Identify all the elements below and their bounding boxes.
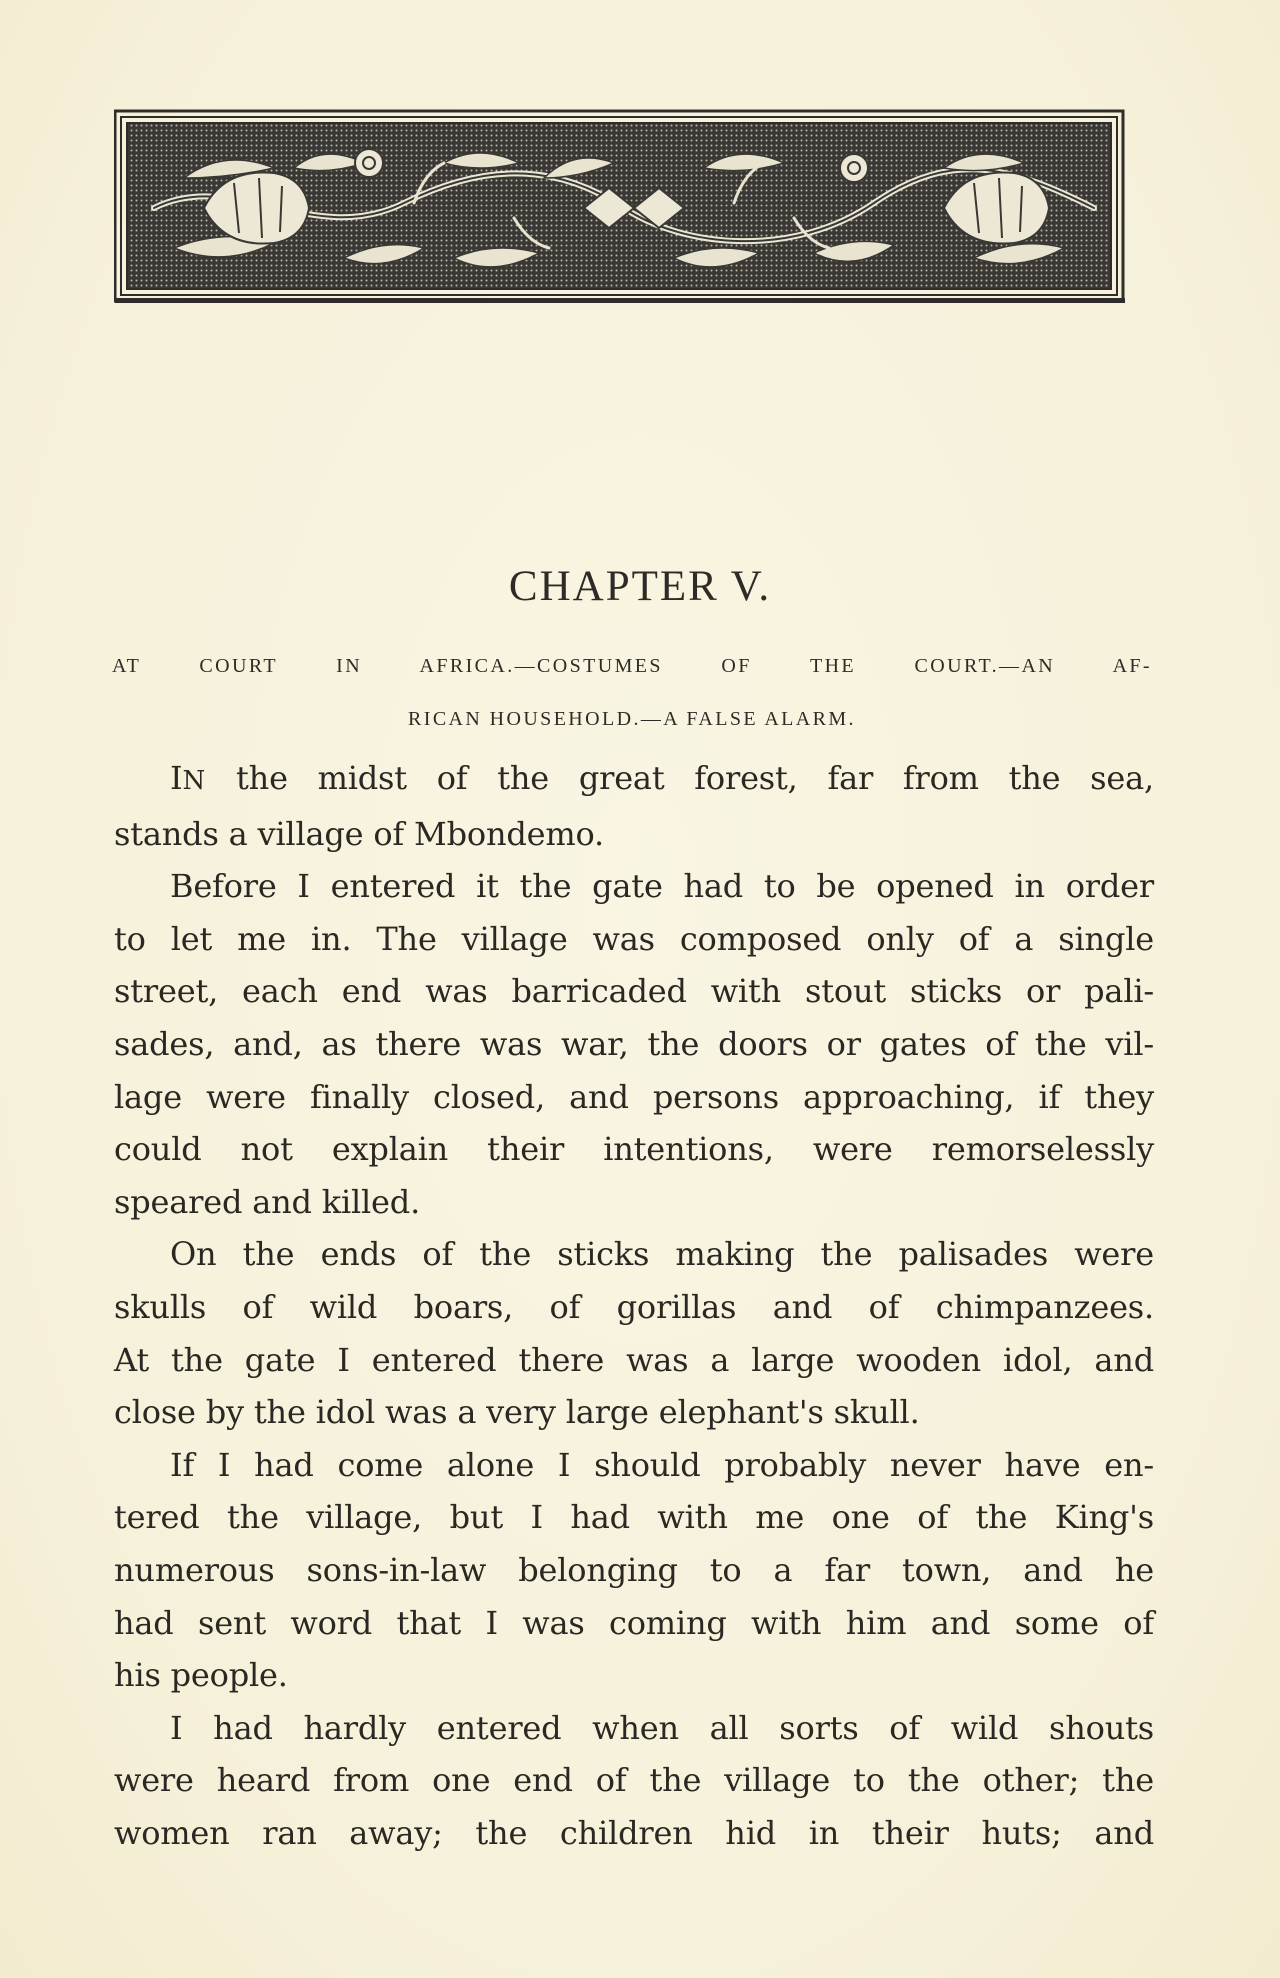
paragraph	[114, 1702, 1154, 1860]
ornamental-header-band	[114, 108, 1126, 304]
dropcap-rest: N	[182, 766, 207, 796]
text-line: could not explain their intentions, were remorselessly	[114, 1130, 1154, 1169]
text-line: stands a village of Mbondemo.	[114, 814, 604, 853]
text-line: street, each end was barricaded with stout sticks or pali-	[114, 972, 1154, 1011]
text-line: were heard from one end of the village to the other; the	[114, 1761, 1154, 1800]
text-line-rest: the midst of the great forest, far from the sea,	[236, 759, 1154, 797]
chapter-title: CHAPTER V.	[508, 563, 772, 610]
text-line: At the gate I entered there was a large wooden idol, and	[114, 1340, 1154, 1379]
synopsis-line: AT COURT IN AFRICA.—COSTUMES OF THE COURT.—AN AF-	[112, 655, 1152, 677]
text-line: If I had come alone I should probably never have en-	[170, 1445, 1154, 1484]
paragraph	[114, 860, 1154, 1228]
text-line: women ran away; the children hid in their huts; and	[114, 1813, 1154, 1852]
dropcap-letter: I	[170, 759, 183, 797]
chapter-synopsis	[112, 640, 1152, 746]
text-line	[114, 752, 1154, 808]
text-line: lage were finally closed, and persons approaching, if they	[114, 1077, 1154, 1116]
text-line: to let me in. The village was composed only of a single	[114, 919, 1154, 958]
synopsis-line: RICAN HOUSEHOLD.—A FALSE ALARM.	[408, 708, 856, 730]
text-line: On the ends of the sticks making the palisades were	[170, 1235, 1154, 1274]
paragraph	[114, 1439, 1154, 1702]
text-line: had sent word that I was coming with him and some of	[114, 1603, 1154, 1642]
text-line: tered the village, but I had with me one of the King's	[114, 1498, 1154, 1537]
text-line: speared and killed.	[114, 1182, 421, 1221]
text-line: close by the idol was a very large elephant's skull.	[114, 1393, 920, 1432]
text-line: skulls of wild boars, of gorillas and of chimpanzees.	[114, 1287, 1154, 1326]
paragraph	[114, 752, 1154, 860]
text-line: his people.	[114, 1656, 288, 1695]
text-line: Before I entered it the gate had to be opened in order	[170, 867, 1154, 906]
floral-ornament-icon	[114, 108, 1126, 304]
text-line: sades, and, as there was war, the doors or gates of the vil-	[114, 1024, 1154, 1063]
chapter-body	[114, 752, 1154, 1859]
text-line: I had hardly entered when all sorts of wild shouts	[170, 1708, 1154, 1747]
text-line: numerous sons-in-law belonging to a far town, and he	[114, 1550, 1154, 1589]
paragraph	[114, 1228, 1154, 1438]
